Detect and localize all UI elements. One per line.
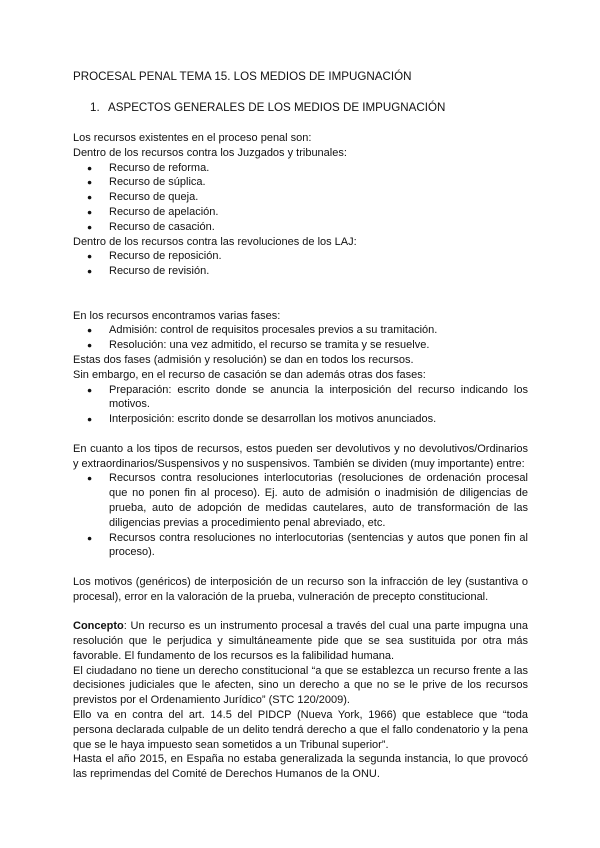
- list-item: ● Recurso de reposición.: [73, 249, 528, 264]
- casacion-intro: Sin embargo, en el recurso de casación se dan además otras dos fases:: [73, 368, 426, 381]
- section-heading-text: ASPECTOS GENERALES DE LOS MEDIOS DE IMPUGNACIÓN: [108, 101, 446, 114]
- list-item: ● Recurso de reforma.: [73, 161, 528, 176]
- concepto-text: : Un recurso es un instrumento procesal a través del cual una parte impugna una resolución que le perjudica y simultáneamente pide que se sea sustituida por otra más favorable. El fundamento de los recursos es la falibilidad humana.: [73, 620, 528, 662]
- section-heading: [90, 101, 445, 115]
- tipos-list: [73, 471, 528, 560]
- list-item: ● Recursos contra resoluciones no interlocutorias (sentencias y autos que ponen fin al proceso).: [73, 531, 528, 561]
- segunda-instancia-paragraph: Hasta el año 2015, en España no estaba generalizada la segunda instancia, lo que provocó las reprimendas del Comité de Derechos Humanos de la ONU.: [73, 753, 528, 781]
- fases-list: [73, 323, 528, 353]
- list-item: ● Recurso de casación.: [73, 220, 528, 235]
- list-item: ● Recurso de súplica.: [73, 175, 528, 190]
- document-title: PROCESAL PENAL TEMA 15. LOS MEDIOS DE IMPUGNACIÓN: [73, 70, 412, 83]
- document-body: [73, 131, 528, 782]
- tipos-paragraph: En cuanto a los tipos de recursos, estos pueden ser devolutivos y no devolutivos/Ordinarios y extraordinarios/Suspensivos y no suspensivos. También se dividen (muy importante) entre:: [73, 442, 528, 470]
- motivos-paragraph: Los motivos (genéricos) de interposición de un recurso son la infracción de ley (sustantiva o procesal), error en la valoración de la prueba, vulneración de precepto constitucional.: [73, 575, 528, 603]
- juzgados-recursos-list: [73, 161, 528, 235]
- concepto-paragraph: [73, 619, 528, 663]
- fases-note: Estas dos fases (admisión y resolución) se dan en todos los recursos.: [73, 353, 414, 366]
- list-item: ● Recurso de revisión.: [73, 264, 528, 279]
- section-number: 1.: [90, 101, 100, 114]
- list-item: ● Recursos contra resoluciones interlocutorias (resoluciones de ordenación procesal que no ponen fin al proceso). Ej. auto de admisión o inadmisión de diligencias de prueba, auto de adopción de medidas cautelares, auto de transformación de las diligencias previas a procedimiento penal abreviado, etc.: [73, 471, 528, 530]
- list-item: ● Preparación: escrito donde se anuncia la interposición del recurso indicando los motivos.: [73, 383, 528, 413]
- casacion-fases-list: [73, 383, 528, 427]
- concepto-label: Concepto: [73, 620, 124, 633]
- list-item: ● Interposición: escrito donde se desarrollan los motivos anunciados.: [73, 412, 528, 427]
- constitucional-paragraph: El ciudadano no tiene un derecho constitucional “a que se establezca un recurso frente a las decisiones judiciales que le afecten, sino un derecho a que no se le prive de los recursos previstos por el Ordenamiento Jurídico” (STC 120/2009).: [73, 664, 528, 707]
- list-item: ● Resolución: una vez admitido, el recurso se tramita y se resuelve.: [73, 338, 528, 353]
- juzgados-intro: Dentro de los recursos contra los Juzgados y tribunales:: [73, 146, 347, 159]
- laj-recursos-list: [73, 249, 528, 279]
- list-item: ● Recurso de queja.: [73, 190, 528, 205]
- intro-line: Los recursos existentes en el proceso penal son:: [73, 132, 312, 144]
- list-item: ● Recurso de apelación.: [73, 205, 528, 220]
- pidcp-paragraph: Ello va en contra del art. 14.5 del PIDCP (Nueva York, 1966) que establece que “toda persona declarada culpable de un delito tendrá derecho a que el fallo condenatorio y la pena que se le haya impuesto sean sometidos a un Tribunal superior”.: [73, 709, 528, 751]
- list-item: ● Admisión: control de requisitos procesales previos a su tramitación.: [73, 323, 528, 338]
- laj-intro: Dentro de los recursos contra las revoluciones de los LAJ:: [73, 235, 357, 248]
- fases-intro: En los recursos encontramos varias fases:: [73, 309, 281, 322]
